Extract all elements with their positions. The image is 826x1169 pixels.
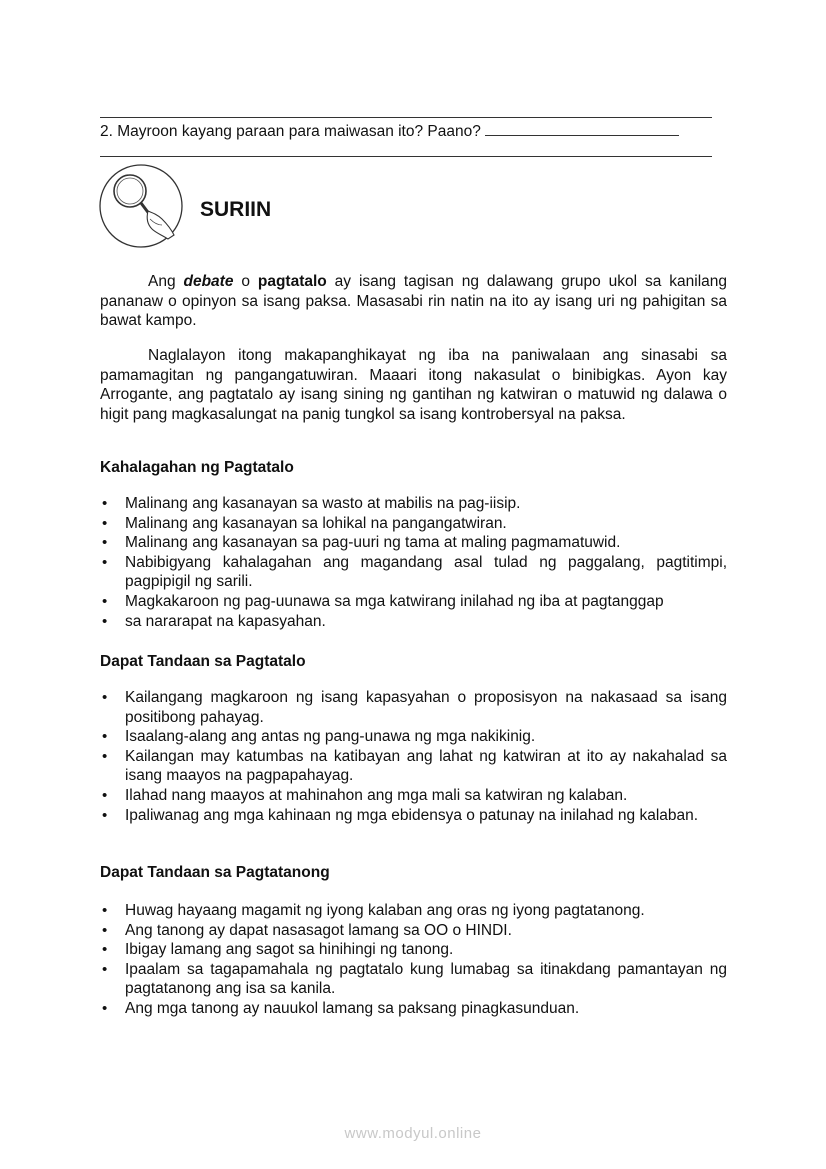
heading-tandaan-pagtatanong: Dapat Tandaan sa Pagtatanong	[100, 864, 330, 881]
answer-line-2[interactable]	[100, 156, 712, 157]
question-2	[100, 121, 712, 141]
section-title: SURIIN	[200, 198, 272, 221]
list-item: • sa nararapat na kapasyahan.	[100, 612, 727, 632]
heading-tandaan-pagtatalo: Dapat Tandaan sa Pagtatalo	[100, 653, 306, 670]
list-item: • Ang tanong ay dapat nasasagot lamang sa OO o HINDI.	[100, 921, 727, 941]
list-item: • Isaalang-alang ang antas ng pang-unawa ng mga nakikinig.	[100, 727, 727, 747]
list-tandaan-pagtatanong	[100, 901, 727, 1019]
list-item: • Kailangang magkaroon ng isang kapasyahan o proposisyon na nakasaad sa isang positibong pahayag.	[100, 688, 727, 727]
list-item: • Kailangan may katumbas na katibayan ang lahat ng katwiran at ito ay nakahalad sa isang maayos na pagpapahayag.	[100, 747, 727, 786]
list-item: • Malinang ang kasanayan sa pag-uuri ng tama at maling pagmamatuwid.	[100, 533, 727, 553]
question-2-text: 2. Mayroon kayang paraan para maiwasan ito? Paano?	[100, 123, 481, 140]
list-item: • Malinang ang kasanayan sa lohikal na pangangatwiran.	[100, 514, 727, 534]
list-item: • Ilahad nang maayos at mahinahon ang mga mali sa katwiran ng kalaban.	[100, 786, 727, 806]
magnifying-glass-icon	[98, 163, 184, 249]
answer-line-1[interactable]	[100, 117, 712, 118]
answer-blank[interactable]	[485, 121, 679, 136]
list-item: • Ipaliwanag ang mga kahinaan ng mga ebidensya o patunay na inilahad ng kalaban.	[100, 806, 727, 826]
list-item: • Magkakaroon ng pag-uunawa sa mga katwirang inilahad ng iba at pagtanggap	[100, 592, 727, 612]
list-item: • Ang mga tanong ay nauukol lamang sa paksang pinagkasunduan.	[100, 999, 727, 1019]
p1-lead: Ang	[148, 273, 184, 290]
list-item: • Ipaalam sa tagapamahala ng pagtatalo kung lumabag sa itinakdang pamantayan ng pagtatanong ang isa sa kanila.	[100, 960, 727, 999]
list-item: • Malinang ang kasanayan sa wasto at mabilis na pag-iisip.	[100, 494, 727, 514]
term-pagtatalo: pagtatalo	[257, 273, 327, 290]
list-item: • Ibigay lamang ang sagot sa hinihingi ng tanong.	[100, 940, 727, 960]
heading-kahalagahan: Kahalagahan ng Pagtatalo	[100, 459, 294, 476]
watermark: www.modyul.online	[344, 1125, 482, 1142]
intro-paragraph-1	[100, 272, 727, 331]
list-tandaan-pagtatalo	[100, 688, 727, 825]
p2-text: Naglalayon itong makapanghikayat ng iba na paniwalaan ang sinasabi sa pamamagitan ng pangangatuwiran. Maaari itong nakasulat o binibigkas. Ayon kay Arrogante, ang pagtatalo ay isang sining ng gantihan ng katwiran o matuwid ng dalawa o higit pang magkasalungat na panig tungkol sa isang kontrobersyal na paksa.	[100, 347, 727, 423]
list-kahalagahan	[100, 494, 727, 631]
list-item: • Huwag hayaang magamit ng iyong kalaban ang oras ng iyong pagtatanong.	[100, 901, 727, 921]
term-debate: debate	[183, 273, 234, 290]
intro-paragraph-2	[100, 346, 727, 424]
p1-rest: ay isang tagisan ng dalawang grupo ukol sa kanilang pananaw o opinyon sa isang paksa. Masasabi rin natin na ito ay isang uri ng pahigitan sa bawat kampo.	[100, 273, 728, 330]
list-item: • Nabibigyang kahalagahan ang magandang asal tulad ng paggalang, pagtitimpi, pagpipigil ng sarili.	[100, 553, 727, 592]
p1-mid: o	[233, 273, 258, 290]
